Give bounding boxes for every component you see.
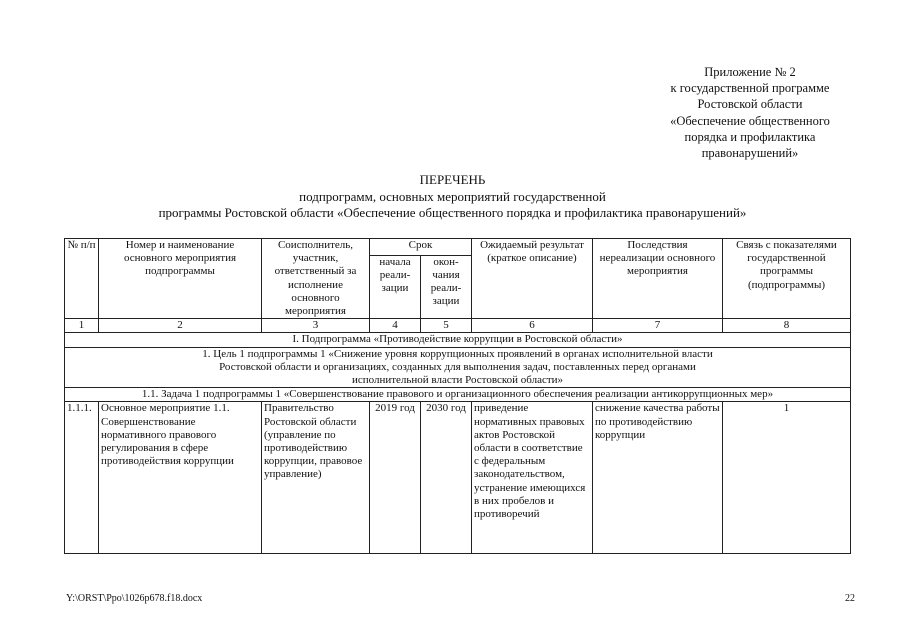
goal-line-3: исполнительной власти Ростовской области» <box>351 374 564 387</box>
subprogram-title: I. Подпрограмма «Противодействие коррупции в Ростовской области» <box>65 333 851 347</box>
title-heading: ПЕРЕЧЕНЬ <box>419 172 486 187</box>
row-name: Основное мероприятие 1.1. Совершенствование нормативного правового регулирования в сфере противодействия коррупции <box>99 402 262 554</box>
column-number: 2 <box>99 319 262 333</box>
appendix-line: Приложение № 2 <box>704 65 796 79</box>
row-link: 1 <box>723 402 851 554</box>
appendix-line: правонарушений» <box>701 146 799 161</box>
appendix-line: «Обеспечение общественного <box>670 113 830 128</box>
column-number: 3 <box>262 319 370 333</box>
header-executor: Соисполнитель, участник, ответственный за исполнение основного мероприятия <box>262 239 370 319</box>
header-row <box>65 239 851 256</box>
goal-cell <box>65 347 851 388</box>
appendix-line: Ростовской области <box>697 97 803 112</box>
header-end: окон-чания реали-зации <box>421 255 472 318</box>
title-line-1: подпрограмм, основных мероприятий государственной <box>299 188 606 204</box>
header-link: Связь с показателями государственной программы (подпрограммы) <box>723 239 851 319</box>
column-number: 5 <box>421 319 472 333</box>
appendix-block <box>600 64 900 161</box>
row-num: 1.1.1. <box>65 402 99 554</box>
row-consequences: снижение качества работы по противодействию коррупции <box>593 402 723 554</box>
goal-row <box>65 347 851 388</box>
row-result: приведение нормативных правовых актов Ростовской области в соответствие с федеральным законодательством, устранение имеющихся в них пробелов и противоречий <box>472 402 593 554</box>
task-title: 1.1. Задача 1 подпрограммы 1 «Совершенствование правового и организационного обеспечения реализации антикоррупционных мер» <box>65 388 851 402</box>
appendix-line: к государственной программе <box>670 81 830 96</box>
appendix-line: порядка и профилактика <box>684 129 816 144</box>
measures-table <box>64 238 851 554</box>
row-end: 2030 год <box>421 402 472 554</box>
row-executor: Правительство Ростовской области (управление по противодействию коррупции, правовое управление) <box>262 402 370 554</box>
goal-line-1: 1. Цель 1 подпрограммы 1 «Снижение уровня коррупционных проявлений в органах исполнительной власти <box>202 347 713 360</box>
footer-page-number: 22 <box>845 593 855 604</box>
column-number: 7 <box>593 319 723 333</box>
row-start: 2019 год <box>370 402 421 554</box>
subprogram-row <box>65 333 851 347</box>
header-start: начала реали-зации <box>370 255 421 318</box>
column-number: 1 <box>65 319 99 333</box>
footer-file-path: Y:\ORST\Ppo\1026p678.f18.docx <box>66 593 203 604</box>
header-name: Номер и наименование основного мероприятия подпрограммы <box>99 239 262 319</box>
header-term: Срок <box>370 239 472 256</box>
header-num: № п/п <box>65 239 99 319</box>
table-row <box>65 402 851 554</box>
task-row <box>65 388 851 402</box>
column-number: 6 <box>472 319 593 333</box>
column-number: 8 <box>723 319 851 333</box>
header-consequences: Последствия нереализации основного мероприятия <box>593 239 723 319</box>
goal-line-2: Ростовской области и организациях, созданных для выполнения задач, поставленных перед органами <box>219 360 696 373</box>
document-title <box>0 172 905 222</box>
column-number-row <box>65 319 851 333</box>
column-number: 4 <box>370 319 421 333</box>
title-line-2: программы Ростовской области «Обеспечение общественного порядка и профилактика правонарушений» <box>158 205 747 220</box>
header-result: Ожидаемый результат (краткое описание) <box>472 239 593 319</box>
